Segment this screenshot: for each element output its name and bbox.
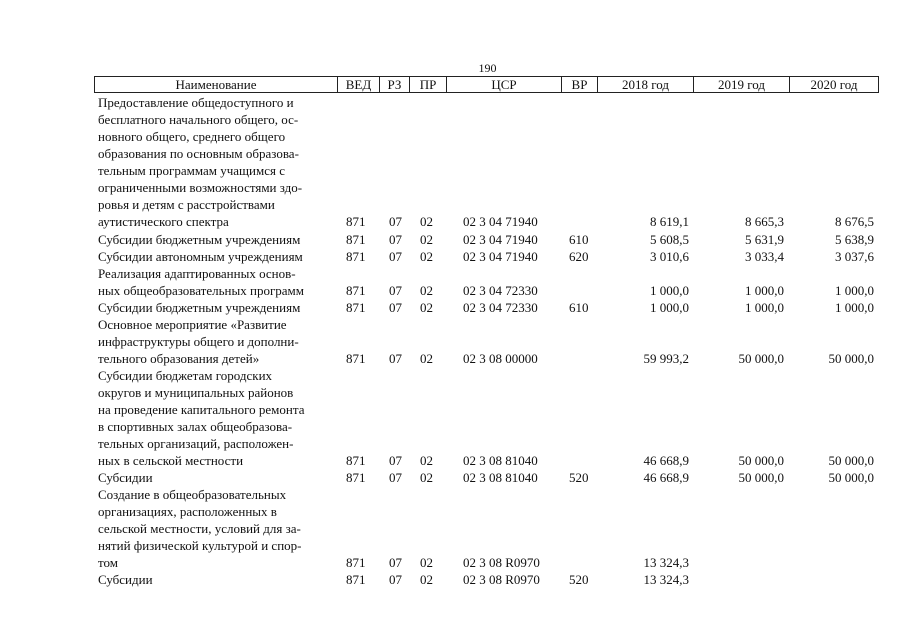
cell-y2019: 50 000,0 bbox=[738, 351, 784, 366]
row-name: Реализация адаптированных основ- ных общеобразовательных программ bbox=[98, 266, 305, 298]
cell-csr: 02 3 04 72330 bbox=[463, 283, 538, 298]
row-name: Субсидии bbox=[98, 470, 153, 485]
cell-pr: 02 bbox=[420, 470, 433, 485]
cell-y2020: 8 676,5 bbox=[835, 214, 874, 229]
cell-ved: 871 bbox=[346, 453, 366, 468]
cell-y2020: 1 000,0 bbox=[835, 283, 874, 298]
page-number: 190 bbox=[478, 61, 497, 75]
header-ved: ВЕД bbox=[337, 77, 379, 92]
row-name: Субсидии бюджетным учреждениям bbox=[98, 232, 301, 247]
cell-y2019: 1 000,0 bbox=[745, 300, 784, 315]
cell-y2018: 3 010,6 bbox=[650, 249, 689, 264]
cell-pr: 02 bbox=[420, 572, 433, 587]
cell-csr: 02 3 08 R0970 bbox=[463, 555, 540, 570]
cell-ved: 871 bbox=[346, 470, 366, 485]
cell-vr: 520 bbox=[569, 572, 589, 587]
row-name: Субсидии бюджетным учреждениям bbox=[98, 300, 301, 315]
cell-pr: 02 bbox=[420, 249, 433, 264]
cell-rz: 07 bbox=[389, 351, 402, 366]
cell-ved: 871 bbox=[346, 214, 366, 229]
cell-y2018: 46 668,9 bbox=[643, 470, 689, 485]
table-row bbox=[0, 486, 905, 571]
header-name: Наименование bbox=[175, 77, 257, 92]
cell-csr: 02 3 04 71940 bbox=[463, 232, 538, 247]
table-row bbox=[0, 94, 905, 230]
cell-y2018: 8 619,1 bbox=[650, 214, 689, 229]
header-csr: ЦСР bbox=[446, 77, 561, 92]
cell-y2018: 1 000,0 bbox=[650, 300, 689, 315]
cell-y2019: 1 000,0 bbox=[745, 283, 784, 298]
row-name: Субсидии бюджетам городских округов и муниципальных районов на проведение капитального ремонта в спортивных залах общеобразова- тельных организаций, расположен- ных в сельской местности bbox=[98, 368, 305, 468]
cell-rz: 07 bbox=[389, 555, 402, 570]
cell-csr: 02 3 04 71940 bbox=[463, 214, 538, 229]
cell-rz: 07 bbox=[389, 470, 402, 485]
cell-y2020: 1 000,0 bbox=[835, 300, 874, 315]
cell-ved: 871 bbox=[346, 283, 366, 298]
table-row bbox=[0, 231, 905, 248]
cell-pr: 02 bbox=[420, 300, 433, 315]
cell-rz: 07 bbox=[389, 249, 402, 264]
cell-ved: 871 bbox=[346, 572, 366, 587]
cell-y2020: 50 000,0 bbox=[828, 351, 874, 366]
cell-y2018: 59 993,2 bbox=[643, 351, 689, 366]
cell-ved: 871 bbox=[346, 249, 366, 264]
cell-ved: 871 bbox=[346, 351, 366, 366]
row-name: Субсидии автономным учреждениям bbox=[98, 249, 303, 264]
cell-y2020: 50 000,0 bbox=[828, 470, 874, 485]
table-row bbox=[0, 367, 905, 469]
header-vr: ВР bbox=[561, 77, 597, 92]
cell-ved: 871 bbox=[346, 300, 366, 315]
cell-y2019: 5 631,9 bbox=[745, 232, 784, 247]
cell-vr: 620 bbox=[569, 249, 589, 264]
cell-y2020: 3 037,6 bbox=[835, 249, 874, 264]
cell-csr: 02 3 08 81040 bbox=[463, 453, 538, 468]
cell-y2020: 5 638,9 bbox=[835, 232, 874, 247]
cell-y2018: 13 324,3 bbox=[643, 555, 689, 570]
cell-rz: 07 bbox=[389, 214, 402, 229]
cell-y2018: 1 000,0 bbox=[650, 283, 689, 298]
cell-ved: 871 bbox=[346, 555, 366, 570]
cell-y2020: 50 000,0 bbox=[828, 453, 874, 468]
table-row bbox=[0, 299, 905, 316]
cell-pr: 02 bbox=[420, 453, 433, 468]
row-name: Основное мероприятие «Развитие инфраструктуры общего и дополни- тельного образования детей» bbox=[98, 317, 299, 366]
cell-pr: 02 bbox=[420, 283, 433, 298]
cell-pr: 02 bbox=[420, 351, 433, 366]
cell-csr: 02 3 04 71940 bbox=[463, 249, 538, 264]
cell-y2018: 5 608,5 bbox=[650, 232, 689, 247]
cell-csr: 02 3 08 00000 bbox=[463, 351, 538, 366]
cell-csr: 02 3 04 72330 bbox=[463, 300, 538, 315]
cell-csr: 02 3 08 81040 bbox=[463, 470, 538, 485]
header-2018: 2018 год bbox=[597, 77, 693, 92]
table-row bbox=[0, 248, 905, 265]
row-name: Создание в общеобразовательных организациях, расположенных в сельской местности, условий для за- нятий физической культурой и спор- том bbox=[98, 487, 302, 570]
table-row bbox=[0, 469, 905, 486]
table-row bbox=[0, 265, 905, 299]
cell-y2018: 13 324,3 bbox=[643, 572, 689, 587]
cell-pr: 02 bbox=[420, 232, 433, 247]
table-row bbox=[0, 316, 905, 367]
cell-y2019: 3 033,4 bbox=[745, 249, 784, 264]
table-row bbox=[0, 571, 905, 588]
cell-csr: 02 3 08 R0970 bbox=[463, 572, 540, 587]
header-2019: 2019 год bbox=[693, 77, 789, 92]
cell-y2019: 50 000,0 bbox=[738, 470, 784, 485]
cell-vr: 610 bbox=[569, 300, 589, 315]
cell-rz: 07 bbox=[389, 453, 402, 468]
cell-rz: 07 bbox=[389, 300, 402, 315]
cell-vr: 520 bbox=[569, 470, 589, 485]
cell-y2019: 50 000,0 bbox=[738, 453, 784, 468]
header-rz: РЗ bbox=[379, 77, 409, 92]
cell-rz: 07 bbox=[389, 232, 402, 247]
header-pr: ПР bbox=[409, 77, 446, 92]
cell-rz: 07 bbox=[389, 572, 402, 587]
cell-vr: 610 bbox=[569, 232, 589, 247]
cell-rz: 07 bbox=[389, 283, 402, 298]
row-name: Предоставление общедоступного и бесплатного начального общего, ос- новного общего, среднего общего образования по основным образова- тельным программам учащимся с ограниченными возможностями здо- ровья и детям с расстройствами аутистического спектра bbox=[98, 95, 303, 229]
cell-ved: 871 bbox=[346, 232, 366, 247]
cell-pr: 02 bbox=[420, 555, 433, 570]
header-2020: 2020 год bbox=[789, 77, 878, 92]
cell-y2019: 8 665,3 bbox=[745, 214, 784, 229]
cell-pr: 02 bbox=[420, 214, 433, 229]
row-name: Субсидии bbox=[98, 572, 153, 587]
cell-y2018: 46 668,9 bbox=[643, 453, 689, 468]
